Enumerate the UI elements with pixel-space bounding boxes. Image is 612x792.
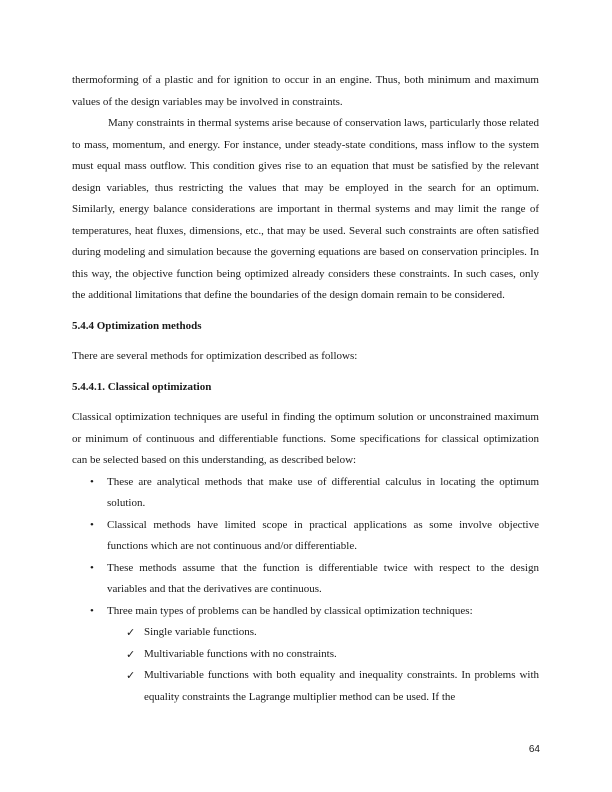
bullet-item bbox=[72, 515, 539, 558]
checkmark-icon: ✓ bbox=[126, 626, 136, 639]
subsection-heading-classical-optimization: 5.4.4.1. Classical optimization bbox=[72, 380, 212, 393]
bullet-icon: • bbox=[90, 561, 94, 574]
page-number: 64 bbox=[528, 744, 540, 755]
checkmark-item bbox=[72, 622, 539, 644]
spacer bbox=[72, 368, 539, 377]
checkmark-text: Single variable functions. bbox=[144, 626, 257, 638]
checkmark-text: Multivariable functions with both equality and inequality constraints. In problems with equality constraints the Lagrange multiplier method can be used. If the bbox=[144, 669, 539, 703]
page-body bbox=[72, 70, 539, 708]
paragraph-constraints: Many constraints in thermal systems arise because of conservation laws, particularly those related to mass, momentum, and energy. For instance, under steady-state conditions, mass inflow to the system must equal mass outflow. This condition gives rise to an equation that must be satisfied by the relevant design variables, thus restricting the values that may be employed in the search for an optimum. Similarly, energy balance considerations are important in thermal systems and may limit the range of temperatures, heat fluxes, dimensions, etc., that may be used. Several such constraints are often satisfied during modeling and simulation because the governing equations are based on conservation principles. In this way, the objective function being optimized already considers these constraints. In such cases, only the additional limitations that define the boundaries of the design domain remain to be considered. bbox=[72, 117, 540, 301]
section-heading-optimization-methods: 5.4.4 Optimization methods bbox=[72, 319, 202, 332]
checkmark-list bbox=[72, 622, 539, 708]
bullet-icon: • bbox=[90, 475, 94, 488]
spacer bbox=[72, 307, 539, 316]
checkmark-icon: ✓ bbox=[126, 669, 136, 682]
spacer bbox=[72, 337, 539, 346]
checkmark-item bbox=[72, 665, 539, 708]
bullet-text: Three main types of problems can be handled by classical optimization techniques: bbox=[107, 604, 473, 617]
bullet-list bbox=[72, 472, 539, 709]
paragraph-continuation: thermoforming of a plastic and for ignition to occur in an engine. Thus, both minimum and maximum values of the design variables may be involved in constraints. bbox=[72, 74, 539, 108]
checkmark-text: Multivariable functions with no constraints. bbox=[144, 647, 337, 660]
paragraph-classical-intro: Classical optimization techniques are useful in finding the optimum solution or unconstrained maximum or minimum of continuous and differentiable functions. Some specifications for classical optimization can be selected based on this understanding, as described below: bbox=[72, 411, 539, 466]
bullet-item bbox=[72, 472, 539, 515]
bullet-text: These are analytical methods that make use of differential calculus in locating the optimum solution. bbox=[107, 475, 539, 509]
paragraph-methods-intro: There are several methods for optimization described as follows: bbox=[72, 350, 358, 362]
spacer bbox=[72, 398, 539, 407]
bullet-text: These methods assume that the function is differentiable twice with respect to the design variables and that the derivatives are continuous. bbox=[107, 561, 539, 595]
bullet-icon: • bbox=[90, 518, 94, 531]
bullet-icon: • bbox=[90, 604, 94, 617]
bullet-item bbox=[72, 558, 539, 601]
checkmark-icon: ✓ bbox=[126, 647, 136, 661]
bullet-item bbox=[72, 601, 539, 709]
checkmark-item bbox=[72, 644, 539, 666]
bullet-text: Classical methods have limited scope in practical applications as some involve objective functions which are not continuous and/or differentiable. bbox=[107, 518, 539, 552]
